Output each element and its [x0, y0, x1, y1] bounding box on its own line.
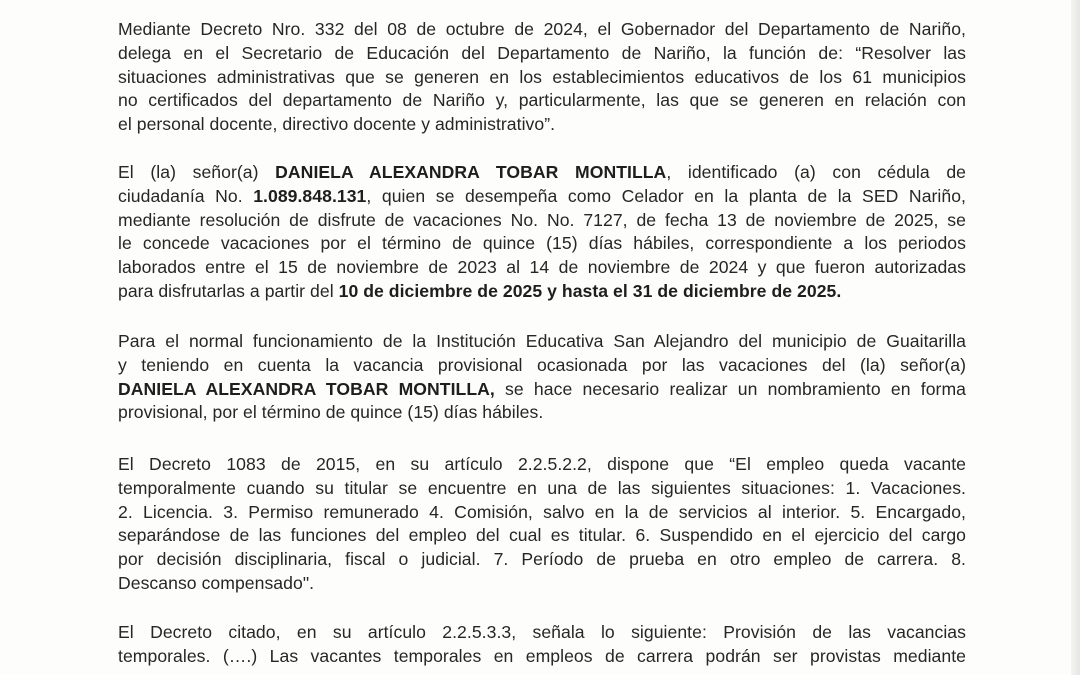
- text-line: [118, 548, 966, 572]
- text-run: y teniendo en cuenta la vacancia provisional ocasionada por las vacaciones del (la) señor(a): [118, 354, 966, 375]
- scan-edge: [1071, 0, 1080, 675]
- text-run: separándose de las funciones del empleo del cual es titular. 6. Suspendido en el ejercicio del cargo: [118, 525, 966, 546]
- text-line: [118, 161, 966, 185]
- text-run: para disfrutarlas a partir del: [118, 280, 339, 301]
- paragraph-provisional-need: [118, 330, 966, 425]
- text-run: Para el normal funcionamiento de la Institución Educativa San Alejandro del municipio de Guaitarilla: [118, 331, 966, 351]
- text-line: [118, 354, 966, 378]
- paragraph-decree-delegation: [118, 18, 966, 137]
- text-line: [118, 89, 966, 113]
- text-line: [118, 280, 966, 304]
- paragraph-decree-cited-provision: [118, 621, 966, 669]
- text-run: situaciones administrativas que se generen en los establecimientos educativos de los 61 municipios: [118, 66, 966, 87]
- text-run: se hace necesario realizar un nombramiento en forma: [494, 378, 967, 399]
- text-line: [118, 113, 966, 137]
- text-line: [118, 18, 966, 42]
- bold-text-run: DANIELA ALEXANDRA TOBAR MONTILLA,: [118, 378, 495, 399]
- text-line: [118, 572, 966, 596]
- text-run: Descanso compensado".: [118, 572, 315, 593]
- text-run: mediante resolución de disfrute de vacaciones No. No. 7127, de fecha 13 de noviembre de 2025, se: [118, 209, 966, 230]
- text-run: temporales. (….) Las vacantes temporales en empleos de carrera podrán ser provistas mediante: [118, 645, 966, 666]
- text-line: [118, 185, 966, 209]
- text-run: laborados entre el 15 de noviembre de 2023 al 14 de noviembre de 2024 y que fueron autorizadas: [118, 257, 966, 278]
- text-run: por decisión disciplinaria, fiscal o judicial. 7. Período de prueba en otro empleo de carrera. 8.: [118, 549, 966, 570]
- text-run: provisional, por el término de quince (15) días hábiles.: [118, 402, 544, 423]
- text-run: , quien se desempeña como Celador en la planta de la SED Nariño,: [366, 185, 966, 206]
- text-run: Mediante Decreto Nro. 332 del 08 de octubre de 2024, el Gobernador del Departamento de Nariño,: [118, 19, 966, 39]
- text-run: , identificado (a) con cédula de: [666, 162, 966, 182]
- text-run: delega en el Secretario de Educación del Departamento de Nariño, la función de: “Resolver las: [118, 42, 966, 63]
- text-run: no certificados del departamento de Nariño y, particularmente, las que se generen en relación con: [118, 90, 966, 111]
- text-line: [118, 401, 966, 425]
- text-run: ciudadanía No.: [118, 185, 254, 206]
- text-line: [118, 453, 966, 477]
- paragraph-vacation-grant: [118, 161, 966, 304]
- text-line: [118, 524, 966, 548]
- text-line: [118, 477, 966, 501]
- text-run: El (la) señor(a): [118, 162, 276, 182]
- text-line: [118, 330, 966, 354]
- text-line: [118, 378, 966, 402]
- bold-text-run: DANIELA ALEXANDRA TOBAR MONTILLA: [275, 162, 667, 182]
- text-line: [118, 501, 966, 525]
- text-line: [118, 621, 966, 645]
- text-line: [118, 66, 966, 90]
- bold-text-run: 10 de diciembre de 2025 y hasta el 31 de diciembre de 2025.: [338, 280, 842, 301]
- text-run: temporalmente cuando su titular se encuentre en una de las siguientes situaciones: 1. Vacaciones.: [118, 477, 966, 498]
- paragraph-decree-1083-article: [118, 453, 966, 596]
- text-line: [118, 645, 966, 669]
- text-run: 2. Licencia. 3. Permiso remunerado 4. Comisión, salvo en la de servicios al interior. 5. Encargado,: [118, 501, 966, 522]
- text-run: el personal docente, directivo docente y administrativo”.: [118, 114, 556, 135]
- text-run: El Decreto 1083 de 2015, en su artículo 2.2.5.2.2, dispone que “El empleo queda vacante: [118, 454, 966, 474]
- text-line: [118, 42, 966, 66]
- bold-text-run: 1.089.848.131: [253, 185, 367, 206]
- text-run: El Decreto citado, en su artículo 2.2.5.3.3, señala lo siguiente: Provisión de las vacancias: [118, 622, 966, 642]
- text-line: [118, 232, 966, 256]
- text-line: [118, 256, 966, 280]
- text-line: [118, 209, 966, 233]
- text-run: le concede vacaciones por el término de quince (15) días hábiles, correspondiente a los periodos: [118, 233, 966, 254]
